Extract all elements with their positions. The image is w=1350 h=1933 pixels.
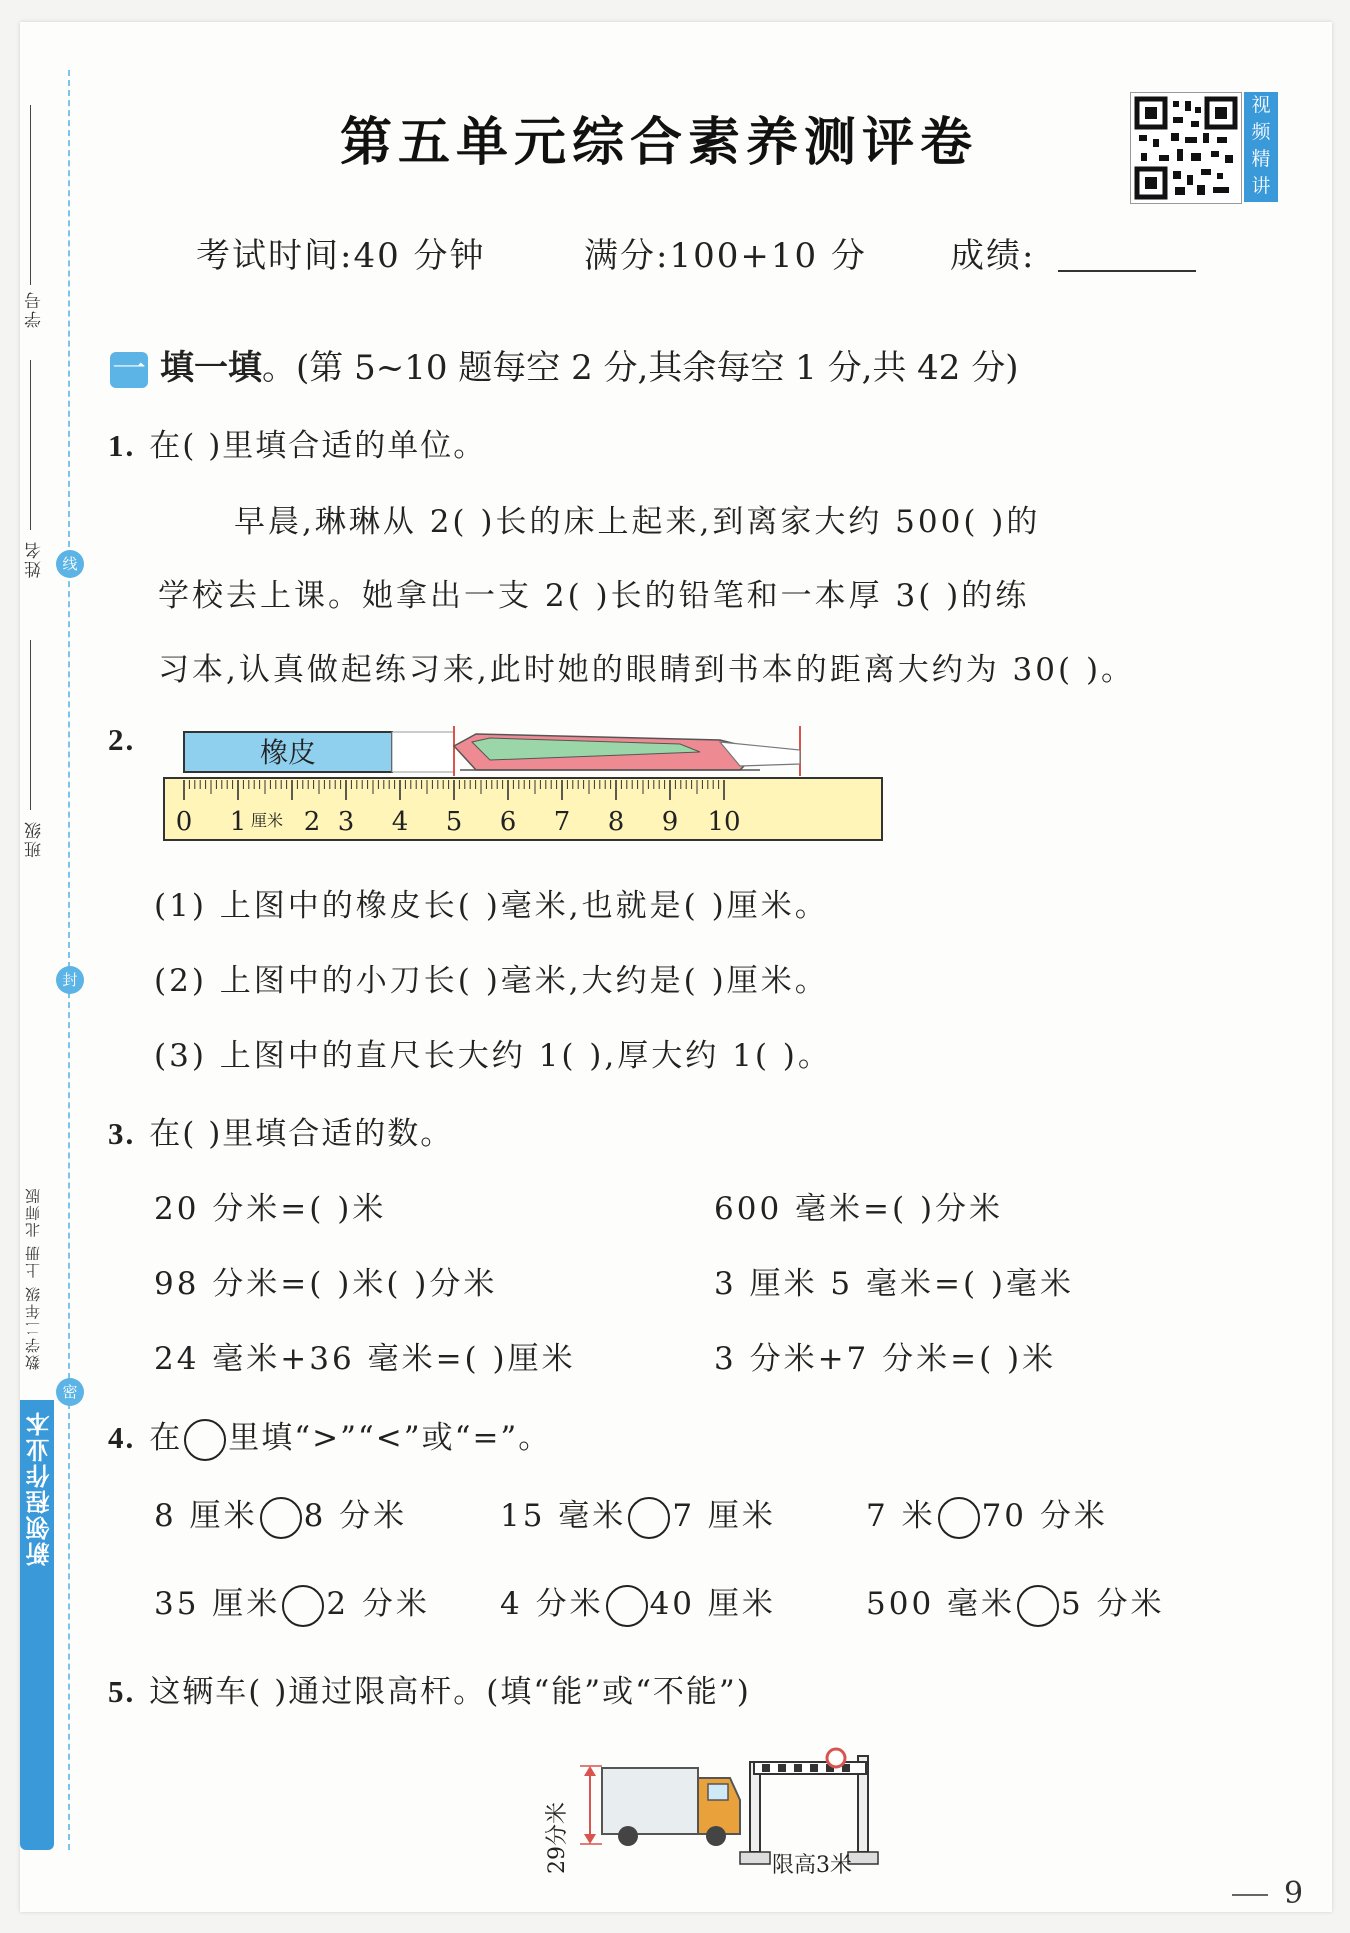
question-number: 5.: [108, 1674, 136, 1709]
question-prompt: 在( )里填合适的单位。: [149, 428, 487, 464]
truck-height-label: 29分米: [545, 1802, 570, 1874]
compare-blank[interactable]: [628, 1497, 670, 1539]
ruler-number: 1: [229, 807, 247, 837]
ruler-number: 5: [445, 807, 463, 837]
q3-item[interactable]: 20 分米=( )米: [154, 1191, 387, 1227]
q2-sub-2[interactable]: (2) 上图中的小刀长( )毫米,大约是( )厘米。: [154, 963, 829, 999]
binding-dash-line: [68, 70, 70, 1850]
q3-item[interactable]: 24 毫米+36 毫米=( )厘米: [154, 1341, 576, 1377]
left-value: 8 厘米: [154, 1498, 258, 1534]
right-value: 2 分米: [326, 1586, 430, 1622]
q4-compare-item: [500, 1578, 776, 1627]
q4-compare-item: [154, 1490, 407, 1539]
right-value: 70 分米: [981, 1498, 1108, 1534]
ruler-unit: 厘米: [251, 811, 284, 830]
left-value: 7 米: [866, 1498, 936, 1534]
ruler-number: 9: [661, 807, 679, 837]
question-number: 4.: [108, 1420, 136, 1455]
video-lecture-tag[interactable]: [1244, 92, 1278, 202]
question-3: [108, 1108, 453, 1153]
compare-blank[interactable]: [1017, 1585, 1059, 1627]
right-value: 5 分米: [1061, 1586, 1165, 1622]
ruler-body: [164, 778, 882, 840]
question-2: [108, 722, 149, 758]
q4-compare-item: [154, 1578, 430, 1627]
qr-tag-char: 讲: [1251, 175, 1271, 197]
compare-circle-icon: [184, 1419, 226, 1461]
grade-info: 数学二年级 上册 北师版: [24, 1186, 42, 1370]
compare-blank[interactable]: [606, 1585, 648, 1627]
qr-tag-char: 精: [1251, 148, 1271, 170]
truck-gate-figure: [540, 1738, 900, 1878]
ruler-number: 10: [707, 807, 741, 837]
ruler-number: 7: [553, 807, 571, 837]
arrow-up-icon: [584, 1766, 596, 1776]
score-blank[interactable]: [1058, 270, 1196, 272]
eraser-shadow: [392, 732, 454, 772]
compare-blank[interactable]: [938, 1497, 980, 1539]
q4-compare-item: [500, 1490, 776, 1539]
section-title: 填一填: [160, 348, 262, 388]
page-title: 第五单元综合素养测评卷: [340, 112, 979, 173]
question-prompt-start: 在: [149, 1420, 183, 1456]
compare-blank[interactable]: [282, 1585, 324, 1627]
ruler-number: 0: [175, 807, 193, 837]
right-value: 8 分米: [303, 1498, 408, 1534]
ruler-number: 4: [391, 807, 409, 837]
class-label: 班级: [25, 820, 45, 858]
score-label: 成绩:: [950, 236, 1036, 276]
question-prompt: 在( )里填合适的数。: [149, 1116, 454, 1152]
q3-item[interactable]: 600 毫米=( )分米: [714, 1191, 1004, 1227]
ruler-number: 8: [607, 807, 625, 837]
question-number: 2.: [108, 722, 136, 757]
page-number: 9: [1284, 1876, 1304, 1911]
q1-line-3[interactable]: 习本,认真做起练习来,此时她的眼睛到书本的距离大约为 30( )。: [158, 652, 1136, 688]
left-value: 4 分米: [500, 1586, 604, 1622]
seal-top-badge: 密: [56, 1378, 84, 1406]
question-4: [108, 1412, 551, 1461]
seal-line-badge: 线: [56, 550, 84, 578]
q3-item[interactable]: 98 分米=( )米( )分米: [154, 1266, 498, 1302]
exam-time: 考试时间:40 分钟: [196, 236, 486, 276]
section-number-badge: 一: [112, 349, 146, 389]
q1-line-1[interactable]: 早晨,琳琳从 2( )长的床上起来,到离家大约 500( )的: [234, 504, 1041, 540]
left-value: 500 毫米: [866, 1586, 1016, 1622]
ruler-number: 6: [499, 807, 517, 837]
q4-compare-item: [866, 1490, 1108, 1539]
full-score: 满分:100+10 分: [584, 236, 867, 276]
truck-icon: [602, 1768, 740, 1846]
right-value: 40 厘米: [649, 1586, 776, 1622]
arrow-down-icon: [584, 1834, 596, 1844]
qr-tag-char: 频: [1251, 121, 1271, 143]
qr-tag-char: 视: [1251, 94, 1271, 116]
seal-mid-badge: 封: [56, 966, 84, 994]
question-number: 1.: [108, 428, 136, 463]
q4-compare-item: [866, 1578, 1165, 1627]
ruler-figure: [160, 720, 890, 845]
q2-sub-3[interactable]: (3) 上图中的直尺长大约 1( ),厚大约 1( )。: [154, 1038, 832, 1074]
height-limit-label: 限高3米: [772, 1853, 852, 1878]
question-prompt-end: 里填“>”“<”或“=”。: [228, 1420, 552, 1456]
ruler-number: 3: [337, 807, 355, 837]
student-no-label: 学号: [25, 290, 45, 328]
name-line: [30, 360, 31, 530]
question-1: [108, 420, 486, 465]
class-line: [30, 640, 31, 810]
question-prompt[interactable]: 这辆车( )通过限高杆。(填“能”或“不能”): [149, 1674, 751, 1710]
q3-item[interactable]: 3 厘米 5 毫米=( )毫米: [714, 1266, 1075, 1302]
knife-shape: [454, 734, 800, 770]
qr-code-icon: [1131, 93, 1241, 203]
left-value: 15 毫米: [500, 1498, 627, 1534]
brand-text: 新领程作业本: [26, 1410, 54, 1566]
name-label: 姓名: [25, 540, 45, 578]
section-header: [110, 340, 1019, 389]
q1-line-2[interactable]: 学校去上课。她拿出一支 2( )长的铅笔和一本厚 3( )的练: [158, 578, 1030, 614]
right-value: 7 厘米: [672, 1498, 776, 1534]
question-5: [108, 1666, 751, 1711]
section-note: 。(第 5~10 题每空 2 分,其余每空 1 分,共 42 分): [262, 348, 1019, 388]
compare-blank[interactable]: [260, 1497, 302, 1539]
question-number: 3.: [108, 1116, 136, 1151]
left-value: 35 厘米: [154, 1586, 281, 1622]
q3-item[interactable]: 3 分米+7 分米=( )米: [714, 1341, 1057, 1377]
height-limit-gate-icon: [740, 1749, 878, 1864]
student-no-line: [30, 105, 31, 285]
q2-sub-1[interactable]: (1) 上图中的橡皮长( )毫米,也就是( )厘米。: [154, 888, 829, 924]
page-number-dash: [1232, 1894, 1268, 1896]
ruler-number: 2: [303, 807, 321, 837]
qr-code[interactable]: [1130, 92, 1242, 204]
eraser-label: 橡皮: [259, 736, 317, 769]
